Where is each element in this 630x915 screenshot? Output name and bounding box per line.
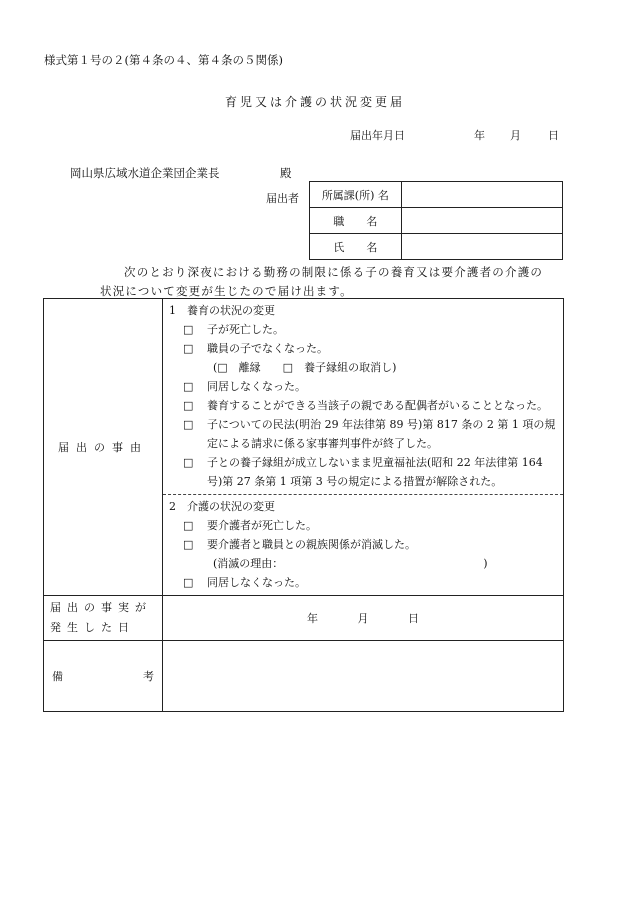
remarks-header — [44, 641, 163, 712]
intro-text — [64, 263, 584, 301]
submission-date-label: 届出年月日 — [350, 129, 405, 142]
checkbox-icon[interactable]: □ — [183, 399, 194, 412]
department-label: 所属課(所) 名 — [310, 182, 402, 208]
fact-header-line-1: 届出の事実が — [50, 601, 152, 614]
item-text: 要介護者が死亡した。 — [207, 519, 317, 532]
fact-day-label: 日 — [408, 612, 419, 625]
list-item[interactable] — [169, 453, 557, 491]
addressee-honorific: 殿 — [280, 166, 292, 180]
list-item[interactable] — [169, 573, 557, 592]
intro-line-1: 次のとおり深夜における勤務の制限に係る子の養育又は要介護者の介護の — [124, 265, 544, 279]
submission-month-label: 月 — [510, 129, 521, 142]
submission-year-label: 年 — [474, 129, 485, 142]
checkbox-icon[interactable]: □ — [183, 323, 194, 336]
list-item[interactable] — [169, 320, 557, 339]
item-text: 養育することができる当該子の親である配偶者がいることとなった。 — [207, 399, 548, 412]
addressee — [70, 165, 292, 181]
item-text: 職員の子でなくなった。 — [207, 342, 328, 355]
name-field[interactable] — [401, 234, 562, 260]
form-number-label: 様式第１号の２(第４条の４、第４条の５関係) — [44, 53, 283, 67]
position-field[interactable] — [401, 208, 562, 234]
nursing-care-section — [163, 495, 563, 595]
list-item[interactable] — [169, 516, 557, 535]
extinction-reason-close: ) — [483, 557, 488, 570]
reason-header: 届出の事由 — [44, 299, 163, 596]
submission-day-label: 日 — [548, 129, 559, 142]
checkbox-icon[interactable]: □ — [183, 380, 194, 393]
item-text: 子が死亡した。 — [207, 323, 284, 336]
remarks-header-a: 備 — [52, 670, 63, 683]
item-text: 子についての民法(明治 29 年法律第 89 号)第 817 条の 2 第 1 項の規定による請求に係る家事審判事件が終了した。 — [207, 418, 556, 450]
main-form-table — [43, 298, 564, 712]
item-text: 要介護者と職員との親族関係が消滅した。 — [207, 538, 416, 551]
position-label: 職 名 — [310, 208, 402, 234]
childcare-section — [163, 299, 563, 495]
addressee-name: 岡山県広域水道企業団企業長 — [70, 166, 220, 180]
checkbox-icon[interactable]: □ — [183, 342, 194, 355]
checkbox-icon[interactable]: □ — [183, 538, 194, 551]
list-item[interactable] — [169, 396, 557, 415]
item-text: 子との養子縁組が成立しないまま児童福祉法(昭和 22 年法律第 164 号)第 27 条第 1 項第 3 号の規定による措置が解除された。 — [207, 456, 543, 488]
list-item[interactable] — [169, 535, 557, 554]
item-text: 同居しなくなった。 — [207, 380, 306, 393]
nursing-care-section-title: 2 介護の状況の変更 — [169, 500, 275, 513]
childcare-section-title: 1 養育の状況の変更 — [169, 304, 275, 317]
item-text: 同居しなくなった。 — [207, 576, 306, 589]
checkbox-icon[interactable]: □ — [183, 456, 194, 469]
applicant-table — [309, 181, 563, 260]
remarks-field[interactable] — [163, 641, 564, 712]
department-field[interactable] — [401, 182, 562, 208]
checkbox-icon[interactable]: □ — [183, 418, 194, 431]
fact-date-field[interactable] — [163, 596, 564, 641]
applicant-label: 届出者 — [266, 192, 299, 205]
fact-year-label: 年 — [307, 612, 318, 625]
fact-date-header — [44, 596, 163, 641]
reason-content — [163, 299, 564, 596]
document-title: 育児又は介護の状況変更届 — [224, 95, 405, 109]
name-label: 氏 名 — [310, 234, 402, 260]
fact-header-line-2: 発生した日 — [50, 621, 135, 634]
list-item[interactable] — [169, 377, 557, 396]
extinction-reason-line[interactable] — [169, 554, 557, 573]
extinction-reason-label: (消滅の理由： — [213, 557, 284, 570]
checkbox-icon[interactable]: □ — [183, 519, 194, 532]
adoption-sub-options[interactable]: (□ 離縁 □ 養子縁組の取消し) — [213, 361, 397, 374]
checkbox-icon[interactable]: □ — [183, 576, 194, 589]
intro-line-2: 状況について変更が生じたので届け出ます。 — [100, 284, 353, 298]
fact-month-label: 月 — [357, 612, 369, 625]
list-item[interactable] — [169, 415, 557, 453]
remarks-header-b: 考 — [143, 670, 154, 683]
list-item[interactable] — [169, 339, 557, 358]
